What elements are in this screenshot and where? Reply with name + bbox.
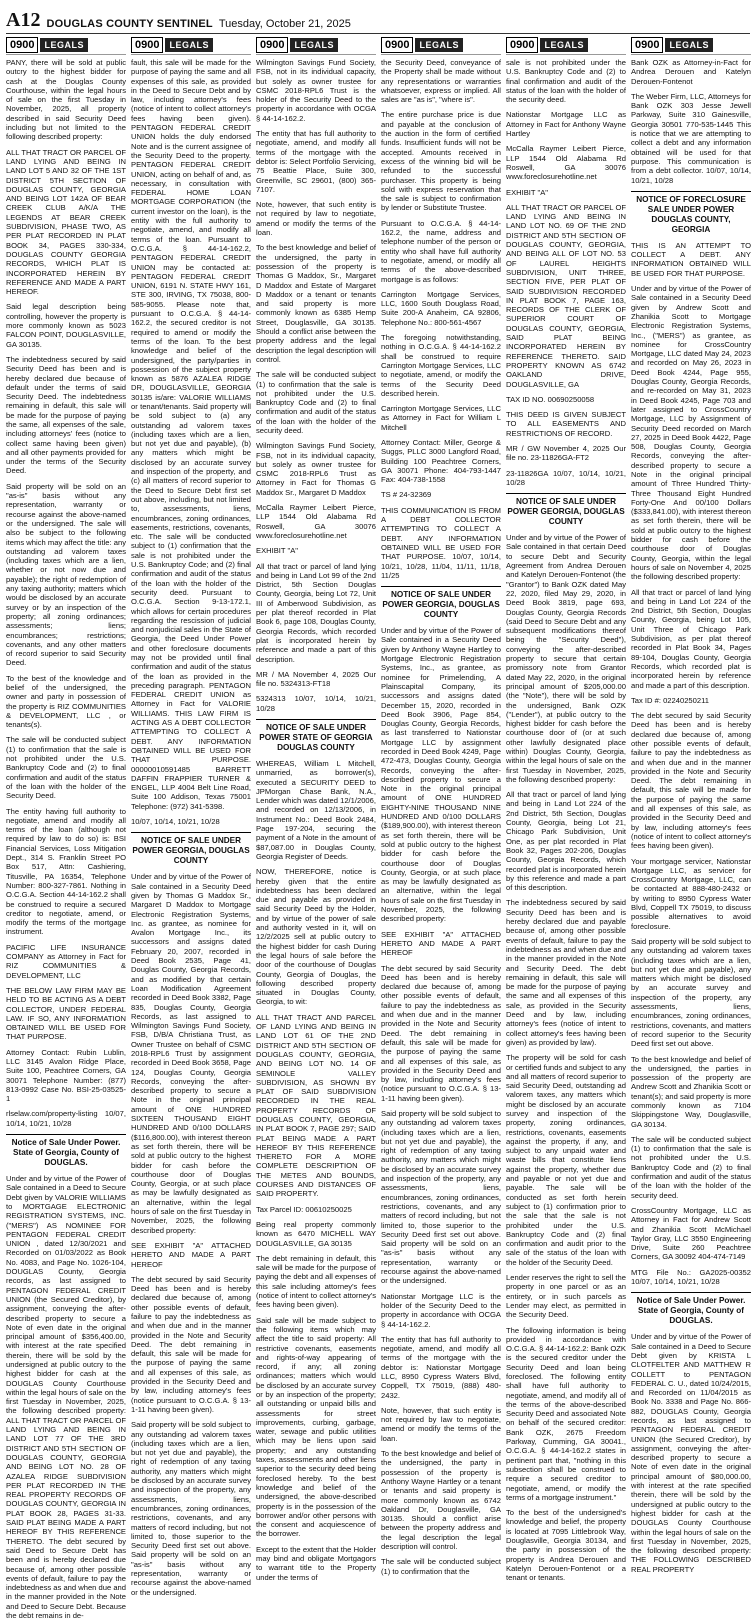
notice-paragraph: EXHIBIT "A" xyxy=(506,187,548,197)
notice-paragraph: Under and by virtue of the Power of Sale contained in that certain Deed to secure Debt and Security Agreement from Andrea Derouen and Katelyn Derouen-Fontenot (the "Grantor") to Bank OZK dated May 22, 2020, filed May 29, 2020, in Deed Book 3819, page 693, Douglas County, Georgia Records (said Deed to Secure Debt and any subsequent modifications thereof being the "Security Deed"), conveying the after-described property to secure that certain promissory note from Grantor dated May 22, 2020, in the original principal amount of $205,000.00 (the "Note"), there will be sold by the undersigned, Bank OZK ("Lender"), at public outcry to the highest bidder for cash before the courthouse door of (or at such other lawfully designated place within) Douglas County, Georgia, within the legal hours of sale on the first Tuesday in November, 2025, the following described property: xyxy=(506,533,626,784)
notice-paragraph: MR / GW November 4, 2025 Our file no. 23-11826GA-FT2 xyxy=(506,443,626,463)
classified-code: 0900 xyxy=(381,37,413,53)
notice-paragraph: All that tract or parcel of land lying and being in Land Lot 224 of the 2nd District, 5th Section, Douglas County, Georgia, being Lot 105, Unit Three of Chicago Park Subdivision, as per plat thereof recorded in Plat Book 34, Pages 89-104, Douglas County, Georgia Records, which recorded plat is incorporated herein by reference and made a part of this description. xyxy=(631,587,751,690)
notice-paragraph: The foregoing notwithstanding, nothing in O.C.G.A. § 44-14-162.2 shall be construed to require Carrington Mortgage Services, LLC to negotiate, amend, or modify the terms of the Security Deed described herein. xyxy=(381,333,501,398)
column-header xyxy=(6,36,126,55)
notice-paragraph: SEE EXHIBIT "A" ATTACHED HERETO AND MADE A PART HEREOF xyxy=(381,929,501,958)
notice-paragraph: Attorney Contact: Rubin Lublin, LLC 3145 Avalon Ridge Place, Suite 100, Peachtree Corners, GA 30071 Telephone Number: (877) 813-0992 Case No. BSI-25-03525-1 xyxy=(6,1047,126,1104)
legal-notices-columns xyxy=(6,36,752,1620)
notice-paragraph: Under and by virtue of the Power of Sale contained in a Deed to Secure Debt given by KRISTA L CLOTFELTER AND MATTHEW R COLLETT to PENTAGON FEDERAL C. U., dated 10/24/2015, and Recorded on 11/04/2015 as Book No. 3338 and Page No. 866-882, DOUGLAS County, Georgia records, as last assigned to PENTAGON FEDERAL CREDIT UNION (the Secured Creditor), by assignment, conveying the after-described property to secure a Note of even date in the original principal amount of $80,000.00, with interest at the rate specified therein, there will be sold by the undersigned at public outcry to the highest bidder for cash at the DOUGLAS County Courthouse within the legal hours of sale on the first Tuesday in November, 2025, the following described property: THE FOLLOWING DESCRIBED REAL PROPERTY xyxy=(631,1332,751,1574)
notice-paragraph: The entire purchase price is due and payable at the conclusion of the auction in the form of certified funds. Insufficient funds will not be accepted. Amounts received in excess of the winning bid will be refunded to the successful purchaser. This property is being sold with express reservation that the sale is subject to confirmation by lender or Substitute Trustee. xyxy=(381,110,501,213)
page-masthead xyxy=(6,0,750,34)
notice-paragraph: Lender reserves the right to sell the property in one parcel or as an entirety, or in such parcels as Lender may elect, as permitted in the Security Deed. xyxy=(506,1273,626,1320)
notice-paragraph: Under and by virtue of the Power of Sale contained in a Security Deed given by Anthony Wayne Hartley to Mortgage Electronic Registration Systems, Inc., as grantee, as nominee for Primelending, A Plainscapital Company, its successors and assigns dated December 15, 2020, recorded in Deed Book 3906, Page 854, Douglas County, Georgia Records, as last transferred to Nationstar Mortgage LLC by assignment recorded in Deed Book 4249, Page 472-473, Douglas County, Georgia Records, conveying the after-described property to secure a Note in the original principal amount of ONE HUNDRED EIGHTY-NINE THOUSAND NINE HUNDRED AND 0/100 DOLLARS ($189,900.00), with interest thereon as set forth therein, there will be sold at public outcry to the highest bidder for cash before the courthouse door of Douglas County, Georgia, or at such place as may be lawfully designated as an alternative, within the legal hours of sale on the first Tuesday in November, 2025, the following described property: xyxy=(381,626,501,924)
notice-paragraph: Wilmington Savings Fund Society, FSB, not in its individual capacity, but solely as owner trustee for CSMC 2018-RPL6 Trust as Attorney in Fact for Thomas G Maddox Sr., Margaret D Maddox xyxy=(256,441,376,497)
notice-heading: NOTICE OF SALE UNDER POWER GEORGIA, DOUGLAS COUNTY xyxy=(506,493,626,527)
notice-paragraph: rlselaw.com/property-listing 10/07, 10/14, 10/21, 10/28 xyxy=(6,1109,126,1128)
classified-code: 0900 xyxy=(6,37,38,53)
classified-code: 0900 xyxy=(256,37,288,53)
notice-paragraph: McCalla Raymer Leibert Pierce, LLP 1544 Old Alabama Rd Roswell, GA 30076 www.foreclosurehotline.net xyxy=(506,144,626,182)
notice-paragraph: Note, however, that such entity is not required by law to negotiate, amend or modify the terms of the loan. xyxy=(381,1405,501,1443)
notice-paragraph: Note, however, that such entity is not required by law to negotiate, amend or modify the terms of the loan. xyxy=(256,200,376,238)
notice-paragraph: To the best knowledge and belief of the undersigned, the party in possession of the property is Anthony Wayne Hartley or a tenant or tenants and said property is more commonly known as 6742 Oakland Dr, Douglasville, GA 30135. Should a conflict arise between the property address and the legal description the legal description will control. xyxy=(381,1449,501,1552)
notice-paragraph: 23-11826GA 10/07, 10/14, 10/21, 10/28 xyxy=(506,468,626,487)
notice-paragraph: WHEREAS, William L Mitchell, unmarried, as borrower(s), executed a SECURITY DEED to JPMorgan Chase Bank, N.A., Lender which was dated 12/1/2006, and recorded on 12/13/2006, in Instrument No.: Deed Book 2484, Page 197-204, securing the payment of a Note in the amount of $87,087.00 in Douglas County, Georgia Register of Deeds. xyxy=(256,759,376,861)
legal-column xyxy=(506,36,626,1592)
notice-paragraph: Being real property commonly known as 6470 MICHELL WAY DOUGLASVILLE, GA 30135 xyxy=(256,1219,376,1248)
notice-paragraph: Said sale will be made subject to the following items which may affect the title to said property: All restrictive covenants, easements and rights-of-way appearing of record, if any; all zoning ordinances; matters which would be disclosed by an accurate survey or by an inspection of the property; all outstanding or unpaid bills and assessments for street improvements, curbing, garbage, water, sewage and public utilities which may be liens upon said property; and any outstanding taxes, assessments and other liens superior to the security deed being foreclosed hereby. To the best knowledge and belief of the undersigned, the above-described property is in the possession of the borrower and/or other persons with the consent and acquiescence of the borrower. xyxy=(256,1315,376,1539)
notice-paragraph: Wilmington Savings Fund Society, FSB, not in its individual capacity, but solely as owner trustee for CSMC 2018-RPL6 Trust is the holder of the Security Deed to the property in accordance with OCGA § 44-14-162.2. xyxy=(256,58,376,123)
notice-paragraph: fault, this sale will be made for the purpose of paying the same and all expenses of this sale, as provided in the Deed to Secure Debt and by law, including attorney's fees (notice of intent to collect attorney's fees having been given). PENTAGON FEDERAL CREDIT UNION holds the duly endorsed Note and is the current assignee of the Security Deed to the property. PENTAGON FEDERAL CREDIT UNION, acting on behalf of and, as necessary, in consultation with FEDERAL HOME LOAN MORTGAGE CORPORATION (the current investor on the loan), is the entity with the full authority to negotiate, amend, and modify all terms of the loan. Pursuant to O.C.G.A. § 44-14-162.2, PENTAGON FEDERAL CREDIT UNION may be contacted at: PENTAGON FEDERAL CREDIT UNION, 6191 N. STATE HWY 161, STE 300, IRVING, TX 75038, 800-585-9055. Please note that, pursuant to O.C.G.A. § 44-14-162.2, the secured creditor is not required to amend or modify the terms of the loan. To the best knowledge and belief of the undersigned, the party/parties in possession of the subject property known as 5876 AZALEA RIDGE DR, DOUGLASVILLE, GEORGIA 30135 is/are: VALORIE WILLIAMS or tenant/tenants. Said property will be sold subject to (a) any outstanding ad valorem taxes (including taxes which are a lien, but not yet due and payable), (b) any matters which might be disclosed by an accurate survey and inspection of the property, and (c) all matters of record superior to the Deed to Secure Debt first set out above, including, but not limited to, assessments, liens, encumbrances, zoning ordinances, easements, restrictions, covenants, etc. The sale will be conducted subject to (1) confirmation that the sale is not prohibited under the U.S. Bankruptcy Code; and (2) final confirmation and audit of the status of the loan with the holder of the security deed. Pursuant to O.C.G.A. Section 9-13-172.1, which allows for certain procedures regarding the rescission of judicial and nonjudicial sales in the State of Georgia, the Deed Under Power and other foreclosure documents may not be provided until final confirmation and audit of the status of the loan as provided in the preceding paragraph. PENTAGON FEDERAL CREDIT UNION as Attorney in Fact for VALORIE WILLIAMS. THIS LAW FIRM IS ACTING AS A DEBT COLLECTOR ATTEMPTING TO COLLECT A DEBT. ANY INFORMATION OBTAINED WILL BE USED FOR THAT PURPOSE. 00000010591485 BARRETT DAFFIN FRAPPIER TURNER & ENGEL, LLP 4004 Belt Line Road, Suite 100 Addison, Texas 75001 Telephone: (972) 341-5398. xyxy=(131,58,251,811)
notice-paragraph: 10/07, 10/14, 10/21, 10/28 xyxy=(131,817,220,827)
notice-paragraph: To the best knowledge and belief of the undersigned, the parties in possession of the property are Andrew Scott and Zhanikia Scott or tenant(s); and said property is more commonly known as 7104 Skippingstone Way, Douglasville, GA 30134. xyxy=(631,1054,751,1129)
notice-paragraph: Pursuant to O.C.G.A. § 44-14-162.2, the name, address and telephone number of the person or entity who shall have full authority to negotiate, amend, or modify all terms of the above-described mortgage is as follows: xyxy=(381,218,501,284)
notice-paragraph: Attorney Contact: Miller, George & Suggs, PLLC 3000 Langford Road, Building 100 Peachtree Corners, GA 30071 Phone: 404-793-1447 Fax: 404-738-1558 xyxy=(381,437,501,485)
notice-paragraph: NOW, THEREFORE, notice is hereby given that the entire indebtedness has been declared due and payable as provided in said Security Deed by the Holder, and by virtue of the power of sale and authority vested in it, will on 12/2/2025 sell at public outcry to the highest bidder for cash During the legal hours of sale before the door of the courthouse of Douglas County, Georgia of Douglas, the following described property situated in Douglas County, Georgia, to wit: xyxy=(256,867,376,1007)
legal-column xyxy=(631,36,751,1592)
legal-column xyxy=(6,36,126,1620)
notice-paragraph: Carrington Mortgage Services, LLC as Attorney in Fact for William L Mitchell xyxy=(381,404,501,432)
notice-paragraph: Under and by virtue of the Power of Sale contained in a Security Deed given by Thomas G Maddox Sr., Margaret D Maddox to Mortgage Electronic Registration Systems, Inc. as grantee, as nominee for Avalon Mortgage Inc., its successors and assigns dated February 20, 2007, recorded in Deed Book 2535, Page 41, Douglas County, Georgia Records, and as modified by that certain Loan Modification Agreement recorded in Deed Book 3382, Page 835, Douglas County, Georgia Records, as last assigned to Wilmington Savings Fund Society, FSB, D/B/A Christiana Trust, as Owner Trustee on behalf of CSMC 2018-RPL6 Trust by assignment recorded in Deed Book 3658, Page 124, Douglas County, Georgia Records, conveying the after-described property to secure a Note in the original principal amount of ONE HUNDRED SIXTEEN THOUSAND EIGHT HUNDRED AND 0/100 DOLLARS ($116,800.00), with interest thereon as set forth therein, there will be sold at public outcry to the highest bidder for cash before the courthouse door of Douglas County, Georgia, or at such place as may be lawfully designated as an alternative, within the legal hours of sale on the first Tuesday in November, 2025, the following described property: xyxy=(131,872,251,1235)
notice-paragraph: The debt remaining in default, this sale will be made for the purpose of paying the debt and all expenses of this sale including attorney's fees (notice of intent to collect attorney's fees having been given). xyxy=(256,1253,376,1310)
notice-paragraph: To the best of the undersigned's knowledge and belief, the property is located at 7095 Littlebrook Way, Douglasville, Georgia 30134, and the party in possession of the property is Andrea Derouen and Katelyn Derouen-Fontenot or a tenant or tenants. xyxy=(506,1508,626,1583)
notice-paragraph: The entity having full authority to negotiate, amend and modify all terms of the loan (although not required by law to do so) is: BSI Financial Services, Loss Mitigation Dept., 314 S. Franklin Street PO Box 517, Attn: Cashiering, Titusville, PA 16354, Telephone Number: 800-327-7861. Nothing in O.C.G.A. Section 44-14-162.2 shall be construed to require a secured creditor to negotiate, amend, or modify the terms of the mortgage instrument. xyxy=(6,806,126,937)
notice-paragraph: The Weber Firm, LLC, Attorneys for Bank OZK 303 Jesse Jewell Parkway, Suite 310 Gainesville, Georgia 30501 770-535-1445 This is notice that we are attempting to collect a debt and any information obtained will be used for that purpose. This communication is from a debt collector. 10/07, 10/14, 10/21, 10/28 xyxy=(631,91,751,185)
classified-label: LEGALS xyxy=(665,38,713,52)
notice-paragraph: Your mortgage servicer, Nationstar Mortgage LLC, as servicer for CrossCountry Mortgage, LLC, can be contacted at 888-480-2432 or by writing to 8950 Cypress Water Blvd, Coppell TX 75019, to discuss possible alternatives to avoid foreclosure. xyxy=(631,856,751,931)
page-number: A12 xyxy=(6,9,41,31)
issue-date: Tuesday, October 21, 2025 xyxy=(218,18,351,30)
notice-paragraph: The indebtedness secured by said Security Deed has been and is hereby declared due and payable because of, among other possible events of default, failure to pay the indebtedness as and when due and in the manner provided in the Note and Security Deed. The debt remaining in default, this sale will be made for the purpose of paying the same and all expenses of this sale, as provided in the Security Deed and by law, including attorney's fees (notice of intent to collect attorney's fees having been given) as provided by law). xyxy=(506,898,626,1047)
notice-paragraph: Carrington Mortgage Services, LLC, 1600 South Douglass Road, Suite 200-A Anaheim, CA 92806, Telephone No.: 800-561-4567 xyxy=(381,289,501,327)
classified-code: 0900 xyxy=(131,37,163,53)
legal-column xyxy=(131,36,251,1597)
column-header xyxy=(256,36,376,55)
notice-paragraph: Nationstar Mortgage LLC as Attorney in Fact for Anthony Wayne Hartley xyxy=(506,110,626,139)
classified-code: 0900 xyxy=(631,37,663,53)
notice-paragraph: THIS COMMUNICATION IS FROM A DEBT COLLECTOR ATTEMPTING TO COLLECT A DEBT. ANY INFORMATION OBTAINED WILL BE USED FOR THAT PURPOSE. 10/07, 10/14, 10/21, 10/28, 11/04, 11/11, 11/18, 11/25 xyxy=(381,505,501,580)
legal-column xyxy=(381,36,501,1592)
notice-paragraph: Said property will be sold subject to any outstanding ad valorem taxes (including taxes which are a lien, but not yet due and payable), the right of redemption of any taxing authority, any matters which might be disclosed by an accurate survey and inspection of the property, any assessments, liens, encumbrances, zoning ordinances, restrictions, covenants, and any matters of record including, but not limited to, those superior to the Security Deed first set out above. Said property will be sold on an "as-is" basis without any representation, warranty or recourse against the above-named or the undersigned. xyxy=(131,1420,251,1597)
notice-paragraph: Under and by virtue of the Power of Sale contained in a Security Deed given by Andrew Scott and Zhanikia Scott to Mortgage Electronic Registration Systems, Inc., ("MERS") as grantee, as nominee for CrossCountry Mortgage, LLC dated May 24, 2023 and recorded on May 26, 2023 in Deed Book 4244, Page 955, Douglas County, Georgia Records, and re-recorded on May 31, 2023 in Deed Book 4245, Page 703 and later assigned to CrossCountry Mortgage, LLC by Assignment of Security Deed recorded on March 27, 2025 in Deed Book 4422, Page 508, Douglas County, Georgia Records, conveying the after-described property to secure a Note in the original principal amount of Three Hundred Thirty-Three Thousand Eight Hundred Forty-One And 00/100 Dollars ($333,841.00), with interest thereon as set forth therein, there will be sold at public outcry to the highest bidder for cash before the courthouse door of Douglas County, Georgia, within the legal hours of sale on November 4, 2025 the following described property: xyxy=(631,284,751,582)
notice-paragraph: Said legal description being controlling, however the property is more commonly known as 5023 FALCON POINT, DOUGLASVILLE, GA 30135. xyxy=(6,302,126,349)
notice-paragraph: The sale will be conducted subject (1) to confirmation that the xyxy=(381,1557,501,1576)
classified-code: 0900 xyxy=(506,37,538,53)
notice-heading: Notice of Sale Under Power. State of Georgia, County of DOUGLAS. xyxy=(631,1292,751,1326)
notice-paragraph: The debt secured by said Security Deed has been and is hereby declared due because of, among other possible events of default, failure to pay the indebtedness as and when due and in the manner provided in the Note and Security Deed. The debt remaining in default, this sale will be made for the purpose of paying the same and all expenses of this sale, as provided in the Security Deed and by law, including attorney's fees (notice pursuant to O.C.G.A. § 13-1-11 having been given). xyxy=(131,1274,251,1414)
notice-paragraph: Nationstar Mortgage LLC is the holder of the Security Deed to the property in accordance with OCGA § 44-14-162.2. xyxy=(381,1291,501,1329)
notice-paragraph: To the best of the knowledge and belief of the undersigned, the owner and party in possession of the property is RIZ COMMUNITIES & DEVELOPMENT, LLC , or tenants(s). xyxy=(6,673,126,730)
notice-paragraph: Said property will be sold subject to any outstanding ad valorem taxes (including taxes which are a lien, but not yet due and payable), the right of redemption of any taxing authority, any matters which might be disclosed by an accurate survey and inspection of the property, any assessments, liens, encumbrances, zoning ordinances, restrictions, covenants, and any matters of record including, but not limited to, those superior to the Security Deed first set out above. Said property will be sold on an "as-is" basis without any representation, warranty or recourse against the above-named or the undersigned. xyxy=(381,1108,501,1286)
notice-paragraph: The property will be sold for cash or certified funds and subject to any and all matters of record superior to said Security Deed, outstanding ad valorem taxes, any matters which might be disclosed by an accurate survey and inspection of the property, zoning ordinances, restrictions, covenants, easements against the property, if any, and subject to any unpaid water and waste bills that constitute liens against the property, whether due and payable or not yet due and payable. The sale will be conducted as set forth herein subject to (1) confirmation prior to the sale that the sale is not prohibited under the U.S. Bankruptcy Code and (2) final confirmation and audit prior to the sale of the status of the loan with the holder of the Security Deed. xyxy=(506,1053,626,1267)
column-header xyxy=(381,36,501,55)
notice-paragraph: The entity that has full authority to negotiate, amend, and modify all terms of the mortgage with the debtor is: Nationstar Mortgage LLC, 8950 Cypress Waters Blvd, Coppell, TX 75019, (888) 480-2432. xyxy=(381,1334,501,1400)
notice-paragraph: sale is not prohibited under the U.S. Bankruptcy Code and (2) to final confirmation and audit of the status of the loan with the holder of the security deed. xyxy=(506,58,626,105)
notice-paragraph: THIS DEED IS GIVEN SUBJECT TO ALL EASEMENTS AND RESTRICTIONS OF RECORD. xyxy=(506,410,626,438)
notice-paragraph: Said property will be sold subject to any outstanding ad valorem taxes (including taxes which are a lien, but not yet due and payable), any matters which might be disclosed by an accurate survey and inspection of the property, any assessments, liens, encumbrances, zoning ordinances, restrictions, covenants, and matters of record superior to the Security Deed first set out above. xyxy=(631,936,751,1049)
notice-paragraph: EXHIBIT "A" xyxy=(256,546,298,556)
notice-paragraph: ALL THAT TRACT OR PARCEL OF LAND LYING AND BEING IN LAND LOT 5 AND 32 OF THE 1ST DISTRICT 5TH SECTION OF DOUGLAS COUNTY, GEORGIA AND BEING LOT 142A OF BEAR CREEK CLUB A/K/A THE LEGENDS AT BEAR CREEK SUBDIVISION, PHASE TWO, AS PER PLAT RECORDED IN PLAT BOOK 34, PAGES 330-334, DOUGLAS COUNTY GEORGIA RECORDS, WHICH PLAT IS INCORPORATED HEREIN BY REFERENCE AND MADE A PART HEREOF. xyxy=(6,147,126,297)
notice-paragraph: PACIFIC LIFE INSURANCE COMPANY as Attorney in Fact for RIZ COMMUNITIES & DEVELOPMENT, LLC xyxy=(6,942,126,980)
notice-paragraph: CrossCountry Mortgage, LLC as Attorney in Fact for Andrew Scott and Zhanikia Scott McMichael Taylor Gray, LLC 3550 Engineering Drive, Suite 260 Peachtree Corners, GA 30092 404-474-7149 xyxy=(631,1205,751,1262)
notice-paragraph: McCalla Raymer Leibert Pierce, LLP 1544 Old Alabama Rd Roswell, GA 30076 www.foreclosurehotline.net xyxy=(256,503,376,540)
notice-paragraph: The entity that has full authority to negotiate, amend, and modify all terms of the mortgage with the debtor is: Select Portfolio Servicing, 75 Beattie Place, Suite 300, Greenville, SC 29601, (800) 365-7107. xyxy=(256,129,376,194)
notice-paragraph: 5324313 10/07, 10/14, 10/21, 10/28 xyxy=(256,694,376,713)
notice-paragraph: THE BELOW LAW FIRM MAY BE HELD TO BE ACTING AS A DEBT COLLECTOR, UNDER FEDERAL LAW. IF SO, ANY INFORMATION OBTAINED WILL BE USED FOR THAT PURPOSE. xyxy=(6,985,126,1042)
classified-label: LEGALS xyxy=(540,38,588,52)
notice-paragraph: All that tract or parcel of land lying and being in Land Lot 224 of the 2nd District, 5th Section, Douglas County, Georgia, being Lot 21, Chicago Park Subdivision, Unit One, as per plat recorded in Plat Book 32, Pages 202-206, Douglas County, Georgia Records, which recorded plat is incorporated herein by this reference and made a part of this description. xyxy=(506,790,626,893)
notice-paragraph: Under and by virtue of the Power of Sale contained in a Deed to Secure Debt given by VALORIE WILLIAMS to MORTGAGE ELECTRONIC REGISTRATION SYSTEMS, INC. ("MERS") AS NOMINEE FOR PENTAGON FEDERAL CREDIT UNION , dated 12/30/2021 and Recorded on 01/03/2022 as Book No. 4083, and Page No. 1026-104, DOUGLAS County, Georgia records, as last assigned to PENTAGON FEDERAL CREDIT UNION (the Secured Creditor), by assignment, conveying the after-described property to secure a Note of even date in the original principal amount of $356,400.00, with interest at the rate specified therein, there will be sold by the undersigned at public outcry to the highest bidder for cash at the DOUGLAS County Courthouse within the legal hours of sale on the first Tuesday in November, 2025, the following described property: ALL THAT TRACT OR PARCEL OF LAND LYING AND BEING IN LAND LOT 77 OF THE 3RD DISTRICT AND 5TH SECTION OF DOUGLAS COUNTY, GEORGIA AND BEING LOT NO. 28 OF AZALEA RIDGE SUBDIVISION PER PLAT RECORDED IN THE REAL PROPERTY RECORDS OF DOUGLAS COUNTY, GEORGIA IN PLAT BOOK 28, PAGES 31-33. SAID PLAT BEING MADE A PART HEREOF BY THIS REFERENCE THERETO. The debt secured by said Deed to Secure Debt has been and is hereby declared due because of, among other possible events of default, failure to pay the indebtedness as and when due and in the manner provided in the Note and Deed to Secure Debt. Because the debt remains in de- xyxy=(6,1174,126,1620)
notice-paragraph: The sale will be conducted subject (1) to confirmation that the sale is not prohibited under the U.S. Bankruptcy Code and (2) to final confirmation and audit of the status of the loan with the holder of the Security Deed. xyxy=(6,735,126,801)
notice-paragraph: MTG File No.: GA2025-00352 10/07, 10/14, 10/21, 10/28 xyxy=(631,1267,751,1287)
classified-label: LEGALS xyxy=(40,38,88,52)
notice-paragraph: The sale will be conducted subject (1) to confirmation that the sale is not prohibited under the U.S. Bankruptcy Code and (2) to final confirmation and audit of the status of the loan with the holder of the security deed. xyxy=(256,370,376,435)
notice-paragraph: To the best knowledge and belief of the undersigned, the party in possession of the property is Thomas G Maddox, Sr., Margaret D Maddox and Estate of Margaret D Maddox or a tenant or tenants and said property is more commonly known as 6385 Hemp Street, Douglasville, GA 30135. Should a conflict arise between the property address and the legal description the legal description will control. xyxy=(256,243,376,364)
column-header xyxy=(631,36,751,55)
notice-heading: Notice of Sale Under Power. State of Georgia, County of DOUGLAS. xyxy=(6,1134,126,1168)
notice-paragraph: TAX ID NO. 00690250058 xyxy=(506,394,595,404)
notice-paragraph: SEE EXHIBIT "A" ATTACHED HERETO AND MADE A PART HEREOF xyxy=(131,1240,251,1269)
column-header xyxy=(131,36,251,55)
notice-heading: NOTICE OF SALE UNDER POWER STATE OF GEORGIA DOUGLAS COUNTY xyxy=(256,719,376,753)
notice-heading: NOTICE OF FORECLOSURE SALE UNDER POWER DOUGLAS COUNTY, GEORGIA xyxy=(631,191,751,235)
notice-paragraph: the Security Deed, conveyance of the Property shall be made without any representations or warranties whatsoever, express or implied. All sales are "as is", "where is". xyxy=(381,58,501,105)
notice-paragraph: MR / MA November 4, 2025 Our file no. 5324313-FT18 xyxy=(256,669,376,689)
newspaper-name: DOUGLAS COUNTY SENTINEL xyxy=(46,18,213,30)
notice-paragraph: Said property will be sold on an "as-is" basis without any representation, warranty or recourse against the above-named or the undersigned. The sale will also be subject to the following items which may affect the title: any outstanding ad valorem taxes (including taxes which are a lien, whether or not now due and payable); the right of redemption of any taxing authority; matters which would be disclosed by an accurate survey or by an inspection of the property; all zoning ordinances; assessments; liens; encumbrances; restrictions; covenants, and any other matters of record superior to said Security Deed. xyxy=(6,481,126,668)
notice-paragraph: ALL THAT TRACT OR PARCEL OF LAND LYING AND BEING IN LAND LOT NO. 69 OF THE 2ND DISTRICT AND 5TH SECTION OF DOUGLAS COUNTY, GEORGIA, AND BEING ALL OF LOT NO. 53 OF LAUREL HEIGHTS SUBDIVISION, UNIT THREE, SECTION FIVE, PER PLAT OF SAID SUBDIVISION RECORDED IN PLAT BOOK 7, PAGE 163, RECORDS OF THE CLERK OF SUPERIOR COURT OF DOUGLAS COUNTY, GEORGIA, SAID PLAT BEING INCORPORATED HEREIN BY REFERENCE THERETO. SAID PROPERTY KNOWN AS 6742 OAKLAND DRIVE, DOUGLASVILLE, GA xyxy=(506,202,626,389)
notice-paragraph: The debt secured by said Security Deed has been and is hereby declared due because of, among other possible events of default, failure to pay the indebtedness as and when due and in the manner provided in the Note and Security Deed. The debt remaining in default, this sale will be made for the purpose of paying the same and all expenses of this sale, as provided in the Security Deed and by law, including attorney's fees (notice pursuant to O.C.G.A. § 13-1-11 having been given). xyxy=(381,963,501,1103)
legal-column xyxy=(256,36,376,1592)
classified-label: LEGALS xyxy=(415,38,463,52)
column-header xyxy=(506,36,626,55)
notice-paragraph: The indebtedness secured by said Security Deed has been and is hereby declared due because of default under the terms of said Security Deed. The indebtedness remaining in default, this sale will be made for the purpose of paying the same, all expenses of the sale, including attorneys' fees (notice to collect same having been given) and all other payments provided for under the terms of the Security Deed. xyxy=(6,354,126,476)
notice-paragraph: PANY, there will be sold at public outcry to the highest bidder for cash at the Douglas County Courthouse, within the legal hours of sale on the first Tuesday in November, 2025, all property described in said Security Deed including but not limited to the following described property: xyxy=(6,58,126,142)
notice-paragraph: Tax Parcel ID: 00610250025 xyxy=(256,1204,352,1214)
notice-heading: NOTICE OF SALE UNDER POWER GEORGIA, DOUGLAS COUNTY xyxy=(381,586,501,620)
classified-label: LEGALS xyxy=(165,38,213,52)
notice-paragraph: Bank OZK as Attorney-in-Fact for Andrea Derouen and Katelyn Derouen-Fontenot xyxy=(631,58,751,86)
notice-heading: NOTICE OF SALE UNDER POWER GEORGIA, DOUGLAS COUNTY xyxy=(131,832,251,866)
notice-paragraph: Except to the extent that the Holder may bind and obligate Mortgagors to warrant title to the Property under the terms of xyxy=(256,1544,376,1582)
notice-paragraph: Tax ID #: 02240250211 xyxy=(631,695,709,705)
notice-paragraph: The debt secured by said Security Deed has been and is hereby declared due because of, among other possible events of default, failure to pay the indebtedness as and when due and in the manner provided in the Note and Security Deed. The debt remaining in default, this sale will be made for the purpose of paying the same and all expenses of this sale, as provided in the Security Deed and by law, including attorney's fees (notice of intent to collect attorney's fees having been given). xyxy=(631,711,751,851)
notice-paragraph: TS # 24-32369 xyxy=(381,490,432,500)
classified-label: LEGALS xyxy=(290,38,338,52)
notice-paragraph: THIS IS AN ATTEMPT TO COLLECT A DEBT. ANY INFORMATION OBTAINED WILL BE USED FOR THAT PURPOSE. xyxy=(631,240,751,278)
notice-paragraph: The sale will be conducted subject (1) to confirmation that the sale is not prohibited under the U.S. Bankruptcy Code and (2) to final confirmation and audit of the status of the loan with the holder of the security deed. xyxy=(631,1134,751,1200)
notice-paragraph: ALL THAT TRACT AND PARCEL OF LAND LYING AND BEING IN LAND LOT 61 OF THE 2ND DISTRICT AND 5TH SECTION OF DOUGLAS COUNTY, GEORGIA, AND BEING LOT NO. 14 OF SEMINOLE VALLEY SUBDIVISION, AS SHOWN BY PLAT OF SAID SUBDIVISION RECORDED IN THE REAL PROPERTY RECORDS OF DOUGLAS COUNTY, GEORGIA, IN PLAT BOOK 7, PAGE 297; SAID PLAT BEING MADE A PART HEREOF BY THIS REFERENCE THERETO FOR A MORE COMPLETE DESCRIPTION OF THE METES AND BOUNDS, COURSES AND DISTANCES OF SAID PROPERTY. xyxy=(256,1012,376,1199)
notice-paragraph: The following information is being provided in accordance with O.C.G.A. § 44-14-162.2: Bank OZK is the secured creditor under the Security Deed and loan being foreclosed. The following entity shall have full authority to negotiate, amend, and modify all of the terms of the above-described Security Deed and associated Note on behalf of the secured creditor: Bank OZK, 2675 Freedom Parkway, Cumming, GA 30041., O.C.G.A. § 44-14-162.2 states in pertinent part that, "nothing in this subsection shall be construed to require a secured creditor to negotiate, amend, or modify the terms of a mortgage instrument." xyxy=(506,1325,626,1502)
notice-paragraph: All that tract or parcel of land lying and being in Land Lot 99 of the 2nd District, 5th Section Douglas County, Georgia, being Lot 72, Unit III of Amberwood Subdivision, as per plat thereof recorded in Plat Book 6, page 108, Douglas County, Georgia Records, which recorded plat is incorporated herein by reference and made a part of this description. xyxy=(256,561,376,664)
